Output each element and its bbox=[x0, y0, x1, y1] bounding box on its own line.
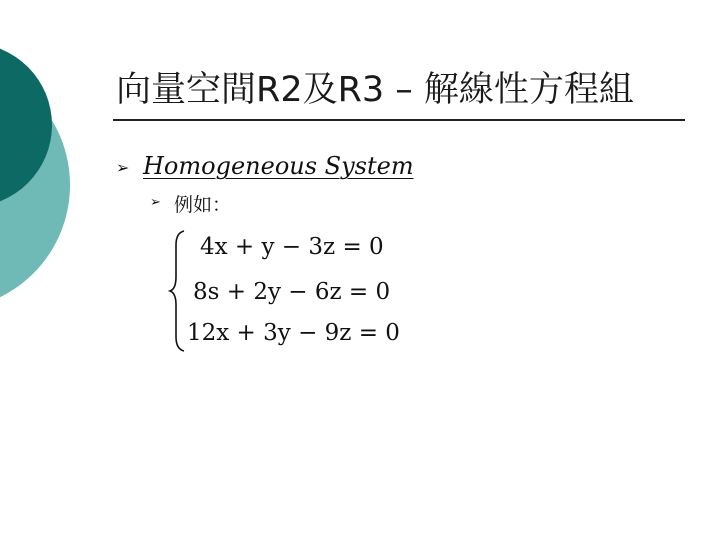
arrow-bullet-icon: ➢ bbox=[116, 158, 130, 177]
sub-bullet-example: 例如： bbox=[174, 194, 232, 216]
bullet-homogeneous-system: Homogeneous System bbox=[143, 152, 414, 180]
equation-3: 12x + 3y − 9z = 0 bbox=[187, 320, 400, 346]
title-underline-divider bbox=[113, 119, 685, 121]
equation-1: 4x + y − 3z = 0 bbox=[200, 234, 384, 260]
slide-title: 向量空間R2及R3 – 解線性方程組 bbox=[116, 70, 634, 110]
equation-2: 8s + 2y − 6z = 0 bbox=[193, 279, 391, 305]
arrow-bullet-icon: ➢ bbox=[150, 195, 161, 210]
left-brace bbox=[168, 229, 188, 353]
